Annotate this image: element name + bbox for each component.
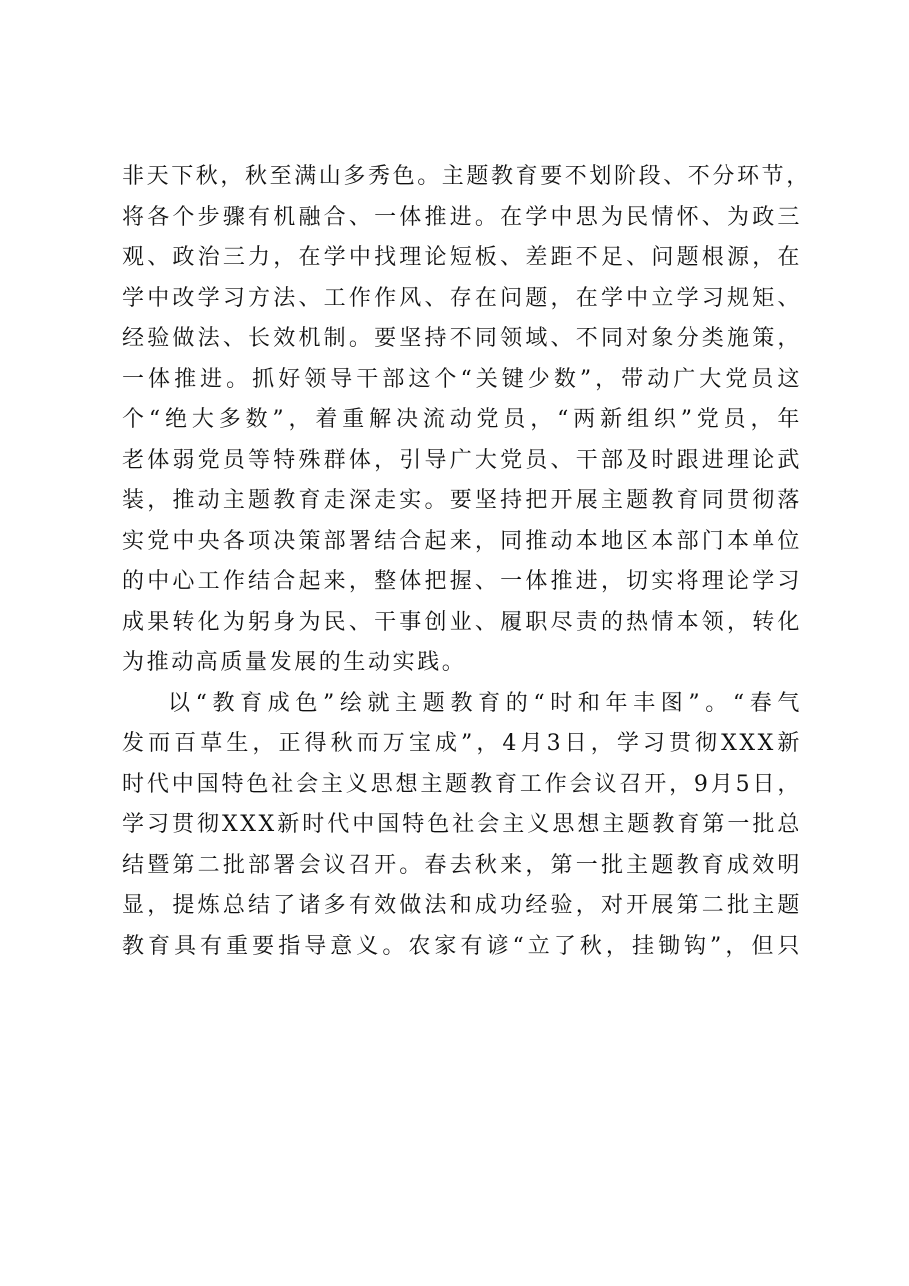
text-line: 个“绝大多数”，着重解决流动党员，“两新组织”党员，年 (122, 407, 802, 432)
text-line: 显，提炼总结了诸多有效做法和成功经验，对开展第二批主题 (122, 893, 802, 918)
text-line: 的中心工作结合起来，整体把握、一体推进，切实将理论学习 (122, 569, 802, 594)
text-line: 时代中国特色社会主义思想主题教育工作会议召开，9月5日， (122, 771, 802, 797)
text-line: 老体弱党员等特殊群体，引导广大党员、干部及时跟进理论武 (122, 447, 802, 473)
text-line: 教育具有重要指导意义。农家有谚“立了秋，挂锄钩”，但只 (122, 933, 802, 959)
body-text (122, 157, 811, 967)
paragraph-end-line: 为推动高质量发展的生动实践。 (122, 650, 467, 675)
text-line: 实党中央各项决策部署结合起来，同推动本地区本部门本单位 (122, 528, 802, 554)
text-line: 装，推动主题教育走深走实。要坚持把开展主题教育同贯彻落 (122, 488, 802, 513)
text-line: 成果转化为躬身为民、干事创业、履职尽责的热情本领，转化 (122, 609, 802, 635)
text-line: 学中改学习方法、工作作风、存在问题，在学中立学习规矩、 (122, 285, 802, 311)
text-line: 经验做法、长效机制。要坚持不同领域、不同对象分类施策， (122, 326, 802, 351)
paragraph-start-line: 以“教育成色”绘就主题教育的“时和年丰图”。“春气 (168, 690, 802, 716)
text-line: 学习贯彻XXX新时代中国特色社会主义思想主题教育第一批总 (122, 812, 802, 837)
text-line: 一体推进。抓好领导干部这个“关键少数”，带动广大党员这 (122, 366, 802, 392)
text-line: 非天下秋，秋至满山多秀色。主题教育要不划阶段、不分环节， (122, 164, 811, 189)
text-line: 发而百草生，正得秋而万宝成”，4月3日，学习贯彻XXX新 (122, 731, 802, 756)
text-line: 观、政治三力，在学中找理论短板、差距不足、问题根源，在 (122, 245, 802, 270)
text-line: 结暨第二批部署会议召开。春去秋来，第一批主题教育成效明 (122, 852, 802, 878)
text-line: 将各个步骤有机融合、一体推进。在学中思为民情怀、为政三 (122, 204, 802, 230)
